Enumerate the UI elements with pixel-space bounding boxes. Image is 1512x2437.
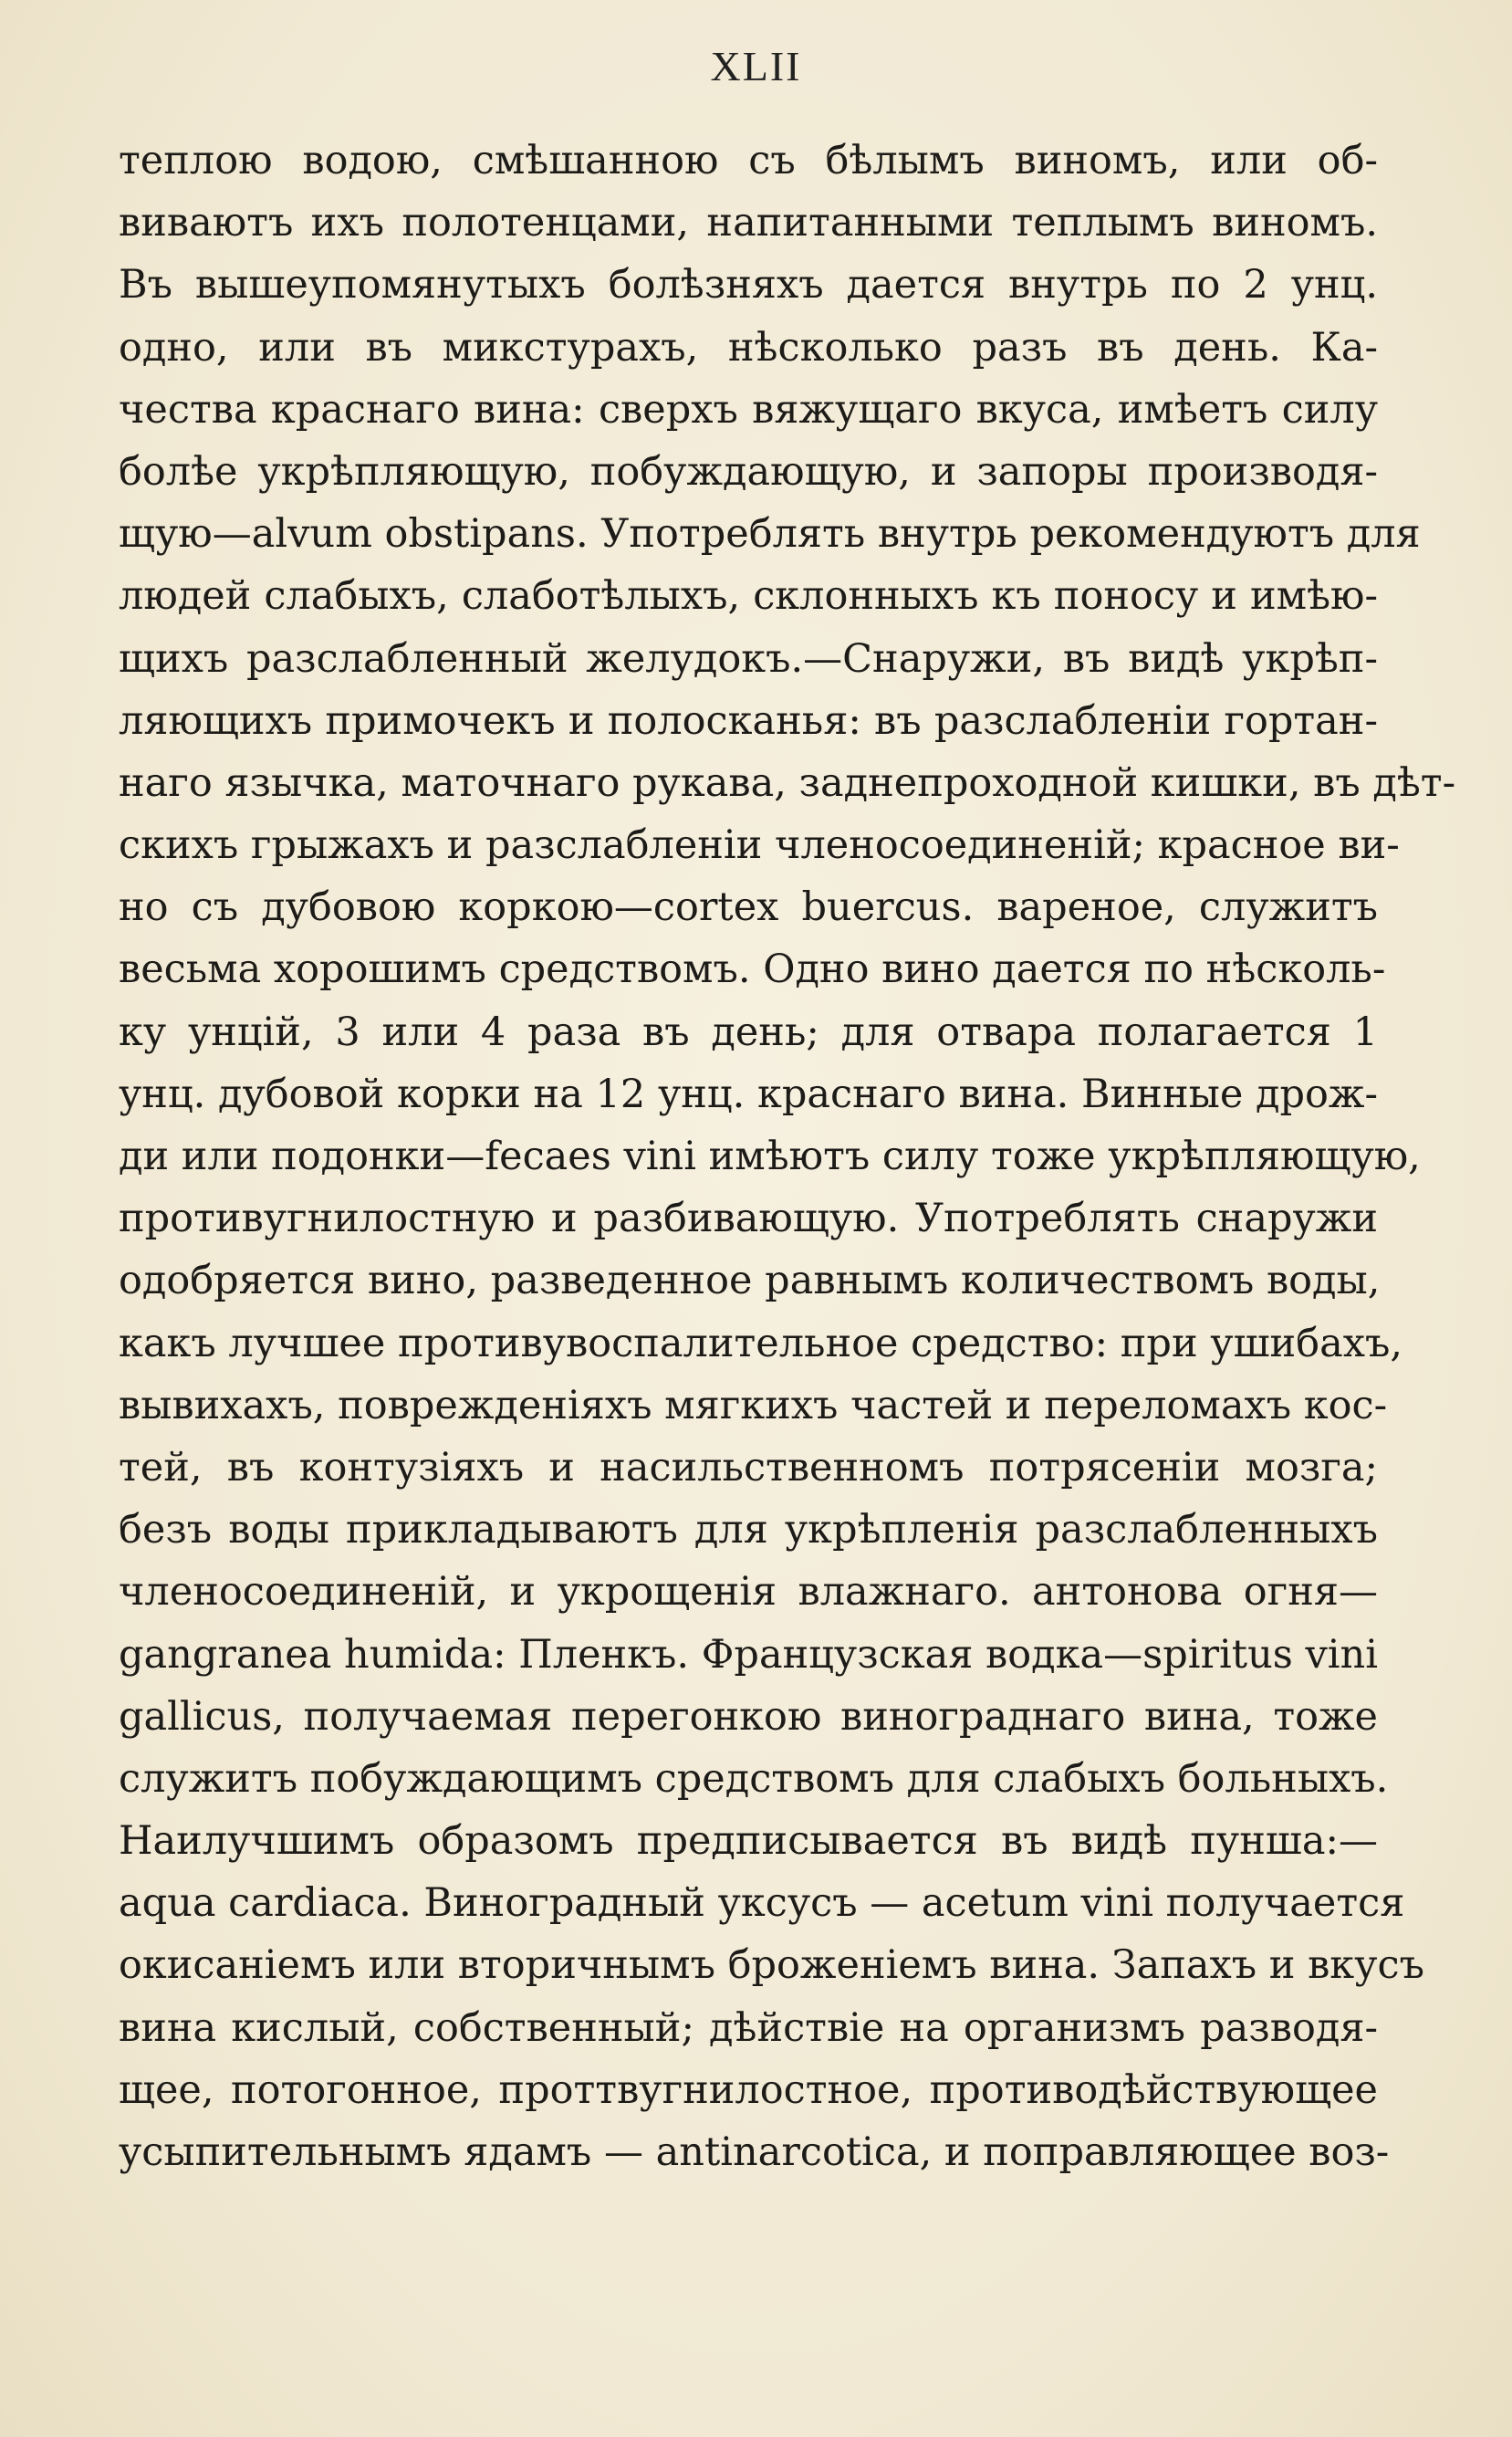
text-line: щее, потогонное, проттвугнилостное, противодѣйствующее bbox=[119, 2066, 1378, 2113]
text-line: безъ воды прикладываютъ для укрѣпленія разслабленныхъ bbox=[119, 1507, 1378, 1553]
text-line: щихъ разслабленный желудокъ.—Снаружи, въ видѣ укрѣп- bbox=[119, 635, 1378, 682]
text-line: одобряется вино, разведенное равнымъ количествомъ воды, bbox=[119, 1258, 1381, 1304]
text-line: ляющихъ примочекъ и полосканья: въ разслабленіи гортан- bbox=[119, 697, 1378, 744]
text-line: тей, въ контузіяхъ и насильственномъ потрясеніи мозга; bbox=[119, 1444, 1378, 1490]
text-line: чества краснаго вина: сверхъ вяжущаго вкуса, имѣетъ силу bbox=[119, 386, 1378, 433]
text-line: gangranea humida: Пленкъ. Французская водка—spiritus vini bbox=[119, 1631, 1378, 1678]
text-line: одно, или въ микстурахъ, нѣсколько разъ въ день. Ка- bbox=[119, 324, 1378, 371]
text-line: усыпительнымъ ядамъ — antinarcotica, и поправляющее воз- bbox=[119, 2129, 1390, 2175]
text-line: скихъ грыжахъ и разслабленіи членосоединеній; красное ви- bbox=[119, 822, 1400, 869]
text-line: людей слабыхъ, слаботѣлыхъ, склонныхъ къ поносу и имѣю- bbox=[119, 573, 1378, 620]
text-line: но съ дубовою коркою—cortex buercus. вареное, служитъ bbox=[119, 884, 1378, 931]
text-line: членосоединеній, и укрощенія влажнаго. антонова огня— bbox=[119, 1569, 1378, 1616]
text-line: ди или подонки—fecaes vini имѣютъ силу тоже укрѣпляющую, bbox=[119, 1134, 1421, 1179]
text-line: весьма хорошимъ средствомъ. Одно вино дается по нѣсколь- bbox=[119, 947, 1386, 993]
text-line: унц. дубовой корки на 12 унц. краснаго вина. Винные дрож- bbox=[119, 1071, 1378, 1117]
text-line: aqua cardiaca. Виноградный уксусъ — acetum vini получается bbox=[119, 1880, 1405, 1927]
body-text bbox=[119, 130, 1456, 2183]
text-line: вывихахъ, поврежденіяхъ мягкихъ частей и переломахъ кос- bbox=[119, 1382, 1388, 1428]
text-line: окисаніемъ или вторичнымъ броженіемъ вина. Запахъ и вкусъ bbox=[119, 1942, 1424, 1989]
text-line: болѣе укрѣпляющую, побуждающую, и запоры производя- bbox=[119, 448, 1378, 495]
text-line: теплою водою, смѣшанною съ бѣлымъ виномъ, или об- bbox=[119, 138, 1378, 183]
text-line: gallicus, получаемая перегонкою винограднаго вина, тоже bbox=[119, 1693, 1378, 1740]
text-line: Наилучшимъ образомъ предписывается въ видѣ пунша:— bbox=[119, 1818, 1378, 1865]
text-line: вина кислый, собственный; дѣйствіе на организмъ разводя- bbox=[119, 2004, 1378, 2051]
text-line: ку унцій, 3 или 4 раза въ день; для отвара полагается 1 bbox=[119, 1009, 1378, 1055]
text-line: наго язычка, маточнаго рукава, заднепроходной кишки, въ дѣт- bbox=[119, 759, 1456, 806]
text-line: щую—alvum obstipans. Употреблять внутрь рекомендуютъ для bbox=[119, 511, 1421, 558]
text-line: служитъ побуждающимъ средствомъ для слабыхъ больныхъ. bbox=[119, 1755, 1389, 1802]
text-line: Въ вышеупомянутыхъ болѣзняхъ дается внутрь по 2 унц. bbox=[119, 262, 1378, 309]
text-line: противугнилостную и разбивающую. Употреблять снаружи bbox=[119, 1196, 1378, 1242]
text-line: виваютъ ихъ полотенцами, напитанными теплымъ виномъ. bbox=[119, 200, 1378, 246]
text-line: какъ лучшее противувоспалительное средство: при ушибахъ, bbox=[119, 1320, 1403, 1366]
page-number: XLII bbox=[710, 43, 802, 89]
